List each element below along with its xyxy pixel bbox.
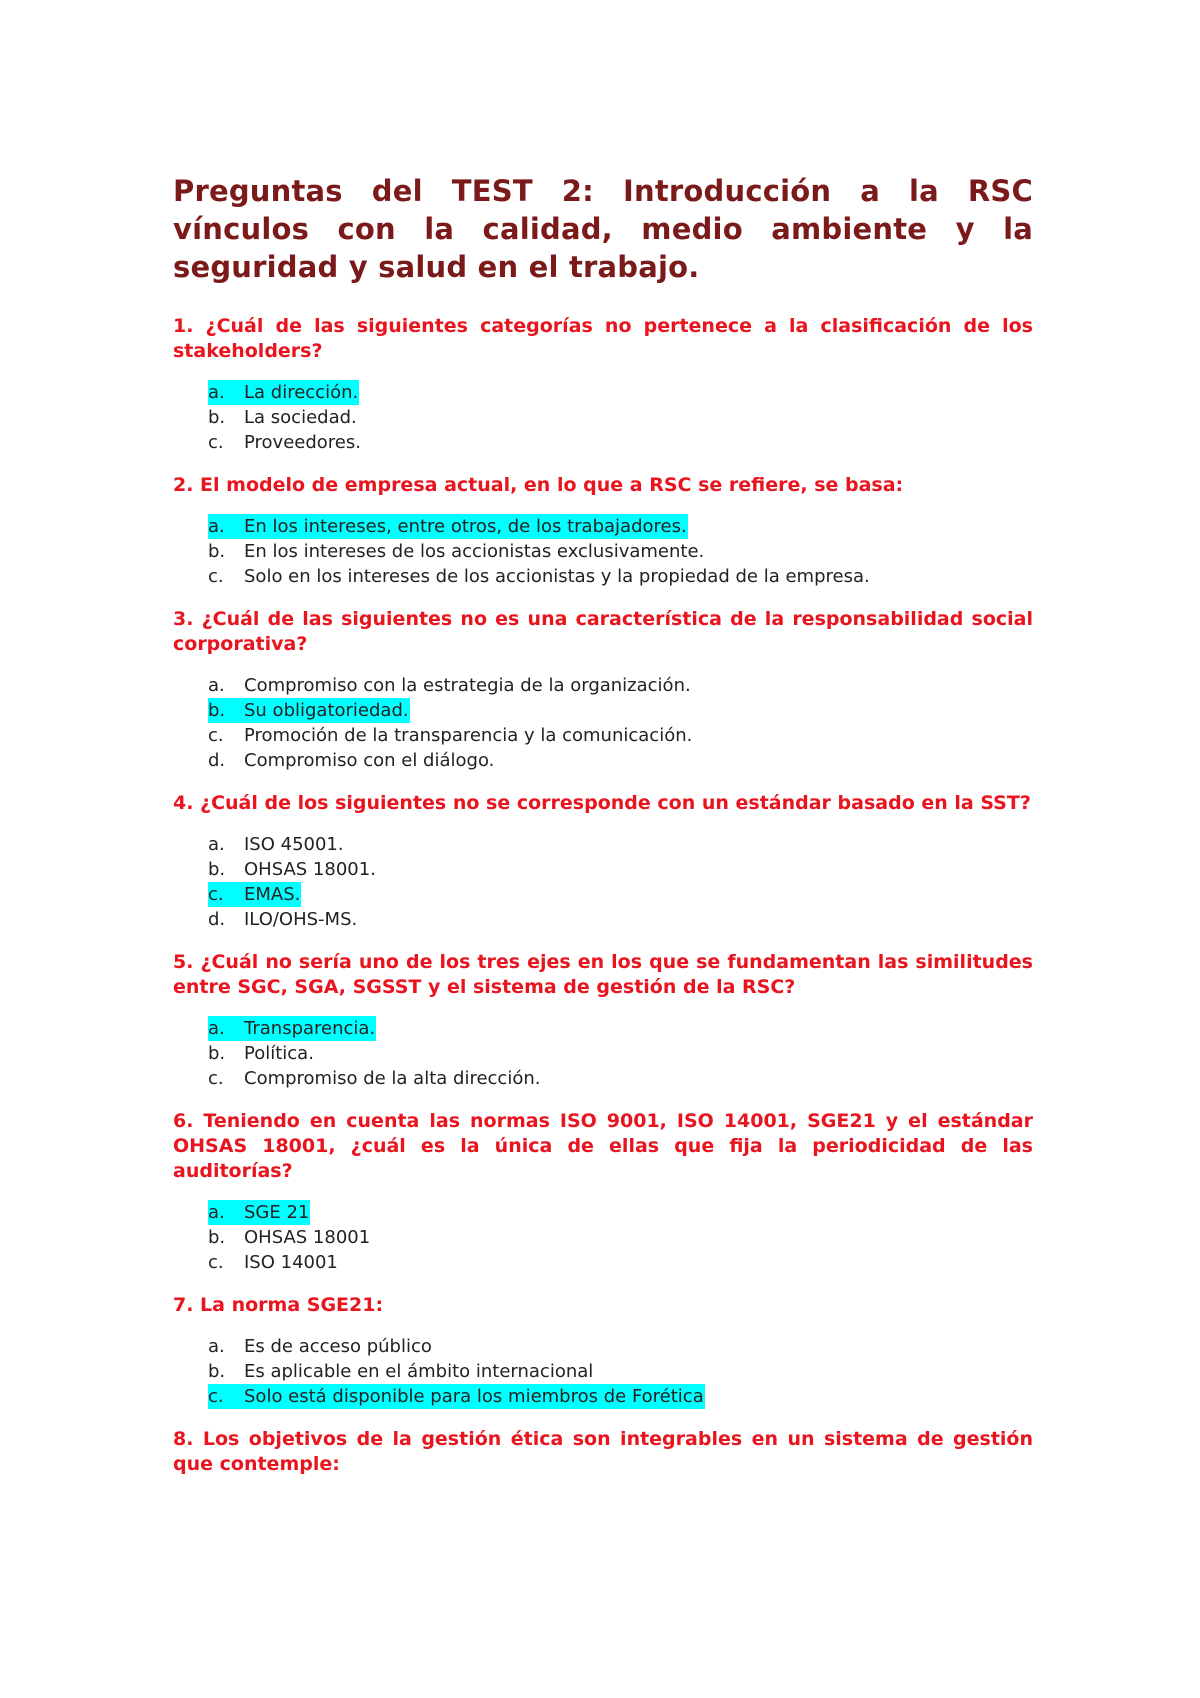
answer-content bbox=[208, 539, 705, 564]
question-block bbox=[173, 1109, 1033, 1275]
answer-content bbox=[208, 1041, 315, 1066]
option-text: Proveedores. bbox=[244, 432, 361, 453]
option-text: Promoción de la transparencia y la comunicación. bbox=[244, 725, 693, 746]
option-text: OHSAS 18001 bbox=[244, 1227, 371, 1248]
question-block bbox=[173, 1293, 1033, 1409]
answer-option bbox=[208, 907, 1033, 932]
option-letter: b. bbox=[208, 1043, 226, 1064]
answer-option bbox=[208, 1334, 1033, 1359]
option-text: La sociedad. bbox=[244, 407, 357, 428]
answer-content bbox=[208, 1066, 541, 1091]
option-letter: b. bbox=[208, 700, 226, 721]
answer-option bbox=[208, 564, 1033, 589]
answer-option-correct bbox=[208, 1200, 1033, 1225]
answer-content bbox=[208, 1359, 594, 1384]
answer-options bbox=[173, 1334, 1033, 1409]
answer-option bbox=[208, 673, 1033, 698]
option-letter: c. bbox=[208, 725, 224, 746]
question-text: 8. Los objetivos de la gestión ética son integrables en un sistema de gestión que contemple: bbox=[173, 1428, 1033, 1475]
option-text: Es de acceso público bbox=[244, 1336, 432, 1357]
highlighted-answer bbox=[208, 380, 359, 405]
option-letter: a. bbox=[208, 834, 225, 855]
document-title: Preguntas del TEST 2: Introducción a la RSC vínculos con la calidad, medio ambiente y la seguridad y salud en el trabajo. bbox=[173, 174, 1033, 284]
answer-option bbox=[208, 1359, 1033, 1384]
option-text: En los intereses de los accionistas exclusivamente. bbox=[244, 541, 705, 562]
highlighted-answer bbox=[208, 1384, 705, 1409]
option-letter: c. bbox=[208, 1068, 224, 1089]
option-text: Su obligatoriedad. bbox=[244, 700, 409, 721]
answer-content bbox=[208, 673, 692, 698]
option-letter: a. bbox=[208, 1336, 225, 1357]
document-page bbox=[173, 172, 1033, 1495]
option-letter: c. bbox=[208, 1386, 224, 1407]
answer-content bbox=[208, 405, 358, 430]
option-letter: c. bbox=[208, 566, 224, 587]
answer-option bbox=[208, 539, 1033, 564]
question-list bbox=[173, 314, 1033, 1477]
highlighted-answer bbox=[208, 882, 301, 907]
answer-option bbox=[208, 1225, 1033, 1250]
option-text: Compromiso con el diálogo. bbox=[244, 750, 495, 771]
option-text: ILO/OHS-MS. bbox=[244, 909, 358, 930]
question-text: 5. ¿Cuál no sería uno de los tres ejes en los que se fundamentan las similitudes entre SGC, SGA, SGSST y el sistema de gestión de la RSC? bbox=[173, 951, 1033, 998]
answer-options bbox=[173, 832, 1033, 932]
answer-options bbox=[173, 1200, 1033, 1275]
option-letter: c. bbox=[208, 884, 224, 905]
option-letter: b. bbox=[208, 859, 226, 880]
answer-content bbox=[208, 564, 871, 589]
answer-option bbox=[208, 1041, 1033, 1066]
highlighted-answer bbox=[208, 514, 688, 539]
answer-option bbox=[208, 405, 1033, 430]
question-text: 4. ¿Cuál de los siguientes no se corresponde con un estándar basado en la SST? bbox=[173, 792, 1031, 814]
option-text: Es aplicable en el ámbito internacional bbox=[244, 1361, 594, 1382]
answer-option-correct bbox=[208, 1384, 1033, 1409]
question-text: 7. La norma SGE21: bbox=[173, 1294, 384, 1316]
answer-option bbox=[208, 430, 1033, 455]
answer-content bbox=[208, 832, 345, 857]
answer-options bbox=[173, 514, 1033, 589]
option-text: Solo está disponible para los miembros de Forética bbox=[244, 1386, 704, 1407]
option-letter: a. bbox=[208, 516, 225, 537]
option-letter: a. bbox=[208, 1202, 225, 1223]
answer-option bbox=[208, 723, 1033, 748]
option-text: Compromiso de la alta dirección. bbox=[244, 1068, 541, 1089]
option-letter: b. bbox=[208, 407, 226, 428]
question-text: 3. ¿Cuál de las siguientes no es una característica de la responsabilidad social corporativa? bbox=[173, 608, 1033, 655]
answer-content bbox=[208, 857, 377, 882]
answer-option-correct bbox=[208, 514, 1033, 539]
answer-option-correct bbox=[208, 380, 1033, 405]
option-text: Transparencia. bbox=[244, 1018, 376, 1039]
option-text: ISO 45001. bbox=[244, 834, 344, 855]
option-text: SGE 21 bbox=[244, 1202, 310, 1223]
option-letter: c. bbox=[208, 432, 224, 453]
answer-option bbox=[208, 748, 1033, 773]
question-text: 6. Teniendo en cuenta las normas ISO 9001, ISO 14001, SGE21 y el estándar OHSAS 18001, ¿cuál es la única de ellas que fija la periodicidad de las auditorías? bbox=[173, 1110, 1033, 1182]
answer-content bbox=[208, 723, 693, 748]
highlighted-answer bbox=[208, 1016, 376, 1041]
answer-content bbox=[208, 1250, 339, 1275]
option-text: Política. bbox=[244, 1043, 314, 1064]
question-block bbox=[173, 473, 1033, 589]
question-block bbox=[173, 1427, 1033, 1477]
answer-option-correct bbox=[208, 698, 1033, 723]
option-letter: a. bbox=[208, 1018, 225, 1039]
answer-content bbox=[208, 1334, 433, 1359]
highlighted-answer bbox=[208, 698, 410, 723]
question-block bbox=[173, 607, 1033, 773]
option-letter: a. bbox=[208, 382, 225, 403]
option-letter: a. bbox=[208, 675, 225, 696]
answer-option bbox=[208, 1250, 1033, 1275]
answer-option-correct bbox=[208, 1016, 1033, 1041]
question-block bbox=[173, 314, 1033, 455]
option-text: Solo en los intereses de los accionistas y la propiedad de la empresa. bbox=[244, 566, 870, 587]
option-text: OHSAS 18001. bbox=[244, 859, 376, 880]
answer-options bbox=[173, 1016, 1033, 1091]
option-letter: b. bbox=[208, 1361, 226, 1382]
option-text: En los intereses, entre otros, de los trabajadores. bbox=[244, 516, 687, 537]
option-text: La dirección. bbox=[244, 382, 359, 403]
answer-option bbox=[208, 857, 1033, 882]
option-letter: b. bbox=[208, 1227, 226, 1248]
answer-content bbox=[208, 1225, 371, 1250]
option-letter: b. bbox=[208, 541, 226, 562]
option-text: EMAS. bbox=[244, 884, 301, 905]
question-block bbox=[173, 791, 1033, 932]
option-letter: d. bbox=[208, 750, 226, 771]
answer-option bbox=[208, 1066, 1033, 1091]
question-text: 1. ¿Cuál de las siguientes categorías no pertenece a la clasificación de los stakeholders? bbox=[173, 315, 1033, 362]
answer-option bbox=[208, 832, 1033, 857]
question-block bbox=[173, 950, 1033, 1091]
answer-option-correct bbox=[208, 882, 1033, 907]
answer-options bbox=[173, 380, 1033, 455]
answer-content bbox=[208, 430, 362, 455]
option-letter: d. bbox=[208, 909, 226, 930]
highlighted-answer bbox=[208, 1200, 310, 1225]
option-text: Compromiso con la estrategia de la organización. bbox=[244, 675, 691, 696]
answer-options bbox=[173, 673, 1033, 773]
option-letter: c. bbox=[208, 1252, 224, 1273]
answer-content bbox=[208, 907, 358, 932]
option-text: ISO 14001 bbox=[244, 1252, 338, 1273]
question-text: 2. El modelo de empresa actual, en lo que a RSC se refiere, se basa: bbox=[173, 474, 904, 496]
answer-content bbox=[208, 748, 495, 773]
